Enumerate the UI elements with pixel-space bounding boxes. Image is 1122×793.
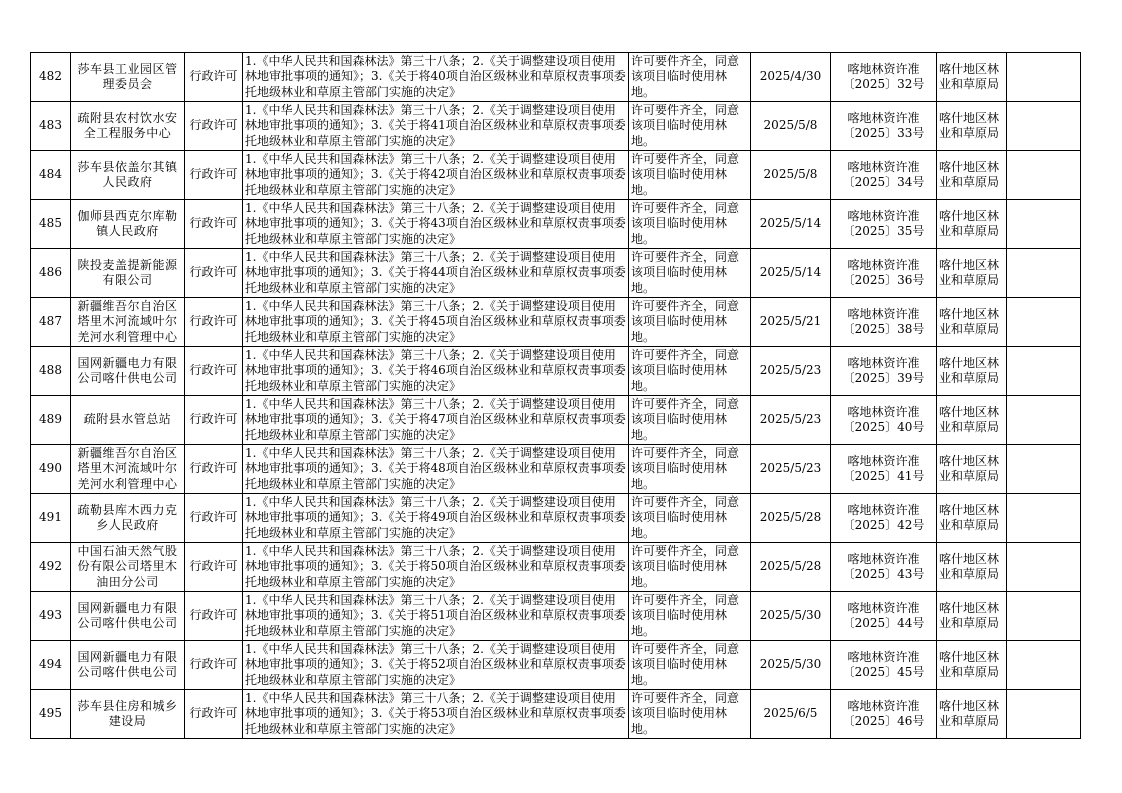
table-row [31,641,1081,690]
decision-date: 2025/5/14 [751,249,831,298]
remarks-cell [1007,298,1081,347]
remarks-cell [1007,690,1081,739]
applicant-name: 莎车县住房和城乡建设局 [71,690,185,739]
table-row [31,592,1081,641]
table-row [31,347,1081,396]
record-number: 490 [31,445,71,494]
applicant-name: 中国石油天然气股份有限公司塔里木油田分公司 [71,543,185,592]
decision-result: 许可要件齐全，同意该项目临时使用林地。 [629,53,751,102]
document-number: 喀地林资许准〔2025〕42号 [831,494,937,543]
permit-type: 行政许可 [185,151,243,200]
table-row [31,102,1081,151]
decision-date: 2025/5/23 [751,347,831,396]
document-number: 喀地林资许准〔2025〕35号 [831,200,937,249]
document-number: 喀地林资许准〔2025〕41号 [831,445,937,494]
record-number: 487 [31,298,71,347]
table-row [31,543,1081,592]
remarks-cell [1007,445,1081,494]
legal-basis: 1.《中华人民共和国森林法》第三十八条；2.《关于调整建设项目使用林地审批事项的通知》；3.《关于将42项自治区级林业和草原权责事项委托地级林业和草原主管部门实施的决定》 [243,151,629,200]
legal-basis: 1.《中华人民共和国森林法》第三十八条；2.《关于调整建设项目使用林地审批事项的通知》；3.《关于将51项自治区级林业和草原权责事项委托地级林业和草原主管部门实施的决定》 [243,592,629,641]
applicant-name: 新疆维吾尔自治区塔里木河流域叶尔羌河水利管理中心 [71,445,185,494]
table-row [31,494,1081,543]
table-row [31,53,1081,102]
record-number: 492 [31,543,71,592]
table-row [31,151,1081,200]
issuing-authority: 喀什地区林业和草原局 [937,298,1007,347]
remarks-cell [1007,347,1081,396]
decision-date: 2025/5/8 [751,102,831,151]
applicant-name: 疏勒县库木西力克乡人民政府 [71,494,185,543]
permit-type: 行政许可 [185,298,243,347]
record-number: 484 [31,151,71,200]
decision-result: 许可要件齐全，同意该项目临时使用林地。 [629,151,751,200]
issuing-authority: 喀什地区林业和草原局 [937,494,1007,543]
issuing-authority: 喀什地区林业和草原局 [937,445,1007,494]
legal-basis: 1.《中华人民共和国森林法》第三十八条；2.《关于调整建设项目使用林地审批事项的通知》；3.《关于将48项自治区级林业和草原权责事项委托地级林业和草原主管部门实施的决定》 [243,445,629,494]
legal-basis: 1.《中华人民共和国森林法》第三十八条；2.《关于调整建设项目使用林地审批事项的通知》；3.《关于将41项自治区级林业和草原权责事项委托地级林业和草原主管部门实施的决定》 [243,102,629,151]
issuing-authority: 喀什地区林业和草原局 [937,200,1007,249]
decision-result: 许可要件齐全，同意该项目临时使用林地。 [629,396,751,445]
applicant-name: 莎车县工业园区管理委员会 [71,53,185,102]
document-number: 喀地林资许准〔2025〕33号 [831,102,937,151]
decision-date: 2025/5/23 [751,396,831,445]
decision-date: 2025/5/8 [751,151,831,200]
permit-table-body [31,53,1081,739]
remarks-cell [1007,200,1081,249]
legal-basis: 1.《中华人民共和国森林法》第三十八条；2.《关于调整建设项目使用林地审批事项的通知》；3.《关于将40项自治区级林业和草原权责事项委托地级林业和草原主管部门实施的决定》 [243,53,629,102]
decision-result: 许可要件齐全，同意该项目临时使用林地。 [629,200,751,249]
issuing-authority: 喀什地区林业和草原局 [937,53,1007,102]
remarks-cell [1007,396,1081,445]
issuing-authority: 喀什地区林业和草原局 [937,151,1007,200]
decision-result: 许可要件齐全，同意该项目临时使用林地。 [629,543,751,592]
applicant-name: 国网新疆电力有限公司喀什供电公司 [71,592,185,641]
decision-date: 2025/6/5 [751,690,831,739]
applicant-name: 陕投麦盖提新能源有限公司 [71,249,185,298]
permit-type: 行政许可 [185,200,243,249]
applicant-name: 莎车县依盖尔其镇人民政府 [71,151,185,200]
applicant-name: 国网新疆电力有限公司喀什供电公司 [71,641,185,690]
document-number: 喀地林资许准〔2025〕45号 [831,641,937,690]
decision-date: 2025/5/30 [751,592,831,641]
legal-basis: 1.《中华人民共和国森林法》第三十八条；2.《关于调整建设项目使用林地审批事项的通知》；3.《关于将45项自治区级林业和草原权责事项委托地级林业和草原主管部门实施的决定》 [243,298,629,347]
record-number: 486 [31,249,71,298]
remarks-cell [1007,53,1081,102]
issuing-authority: 喀什地区林业和草原局 [937,690,1007,739]
record-number: 482 [31,53,71,102]
legal-basis: 1.《中华人民共和国森林法》第三十八条；2.《关于调整建设项目使用林地审批事项的通知》；3.《关于将49项自治区级林业和草原权责事项委托地级林业和草原主管部门实施的决定》 [243,494,629,543]
legal-basis: 1.《中华人民共和国森林法》第三十八条；2.《关于调整建设项目使用林地审批事项的通知》；3.《关于将43项自治区级林业和草原权责事项委托地级林业和草原主管部门实施的决定》 [243,200,629,249]
legal-basis: 1.《中华人民共和国森林法》第三十八条；2.《关于调整建设项目使用林地审批事项的通知》；3.《关于将44项自治区级林业和草原权责事项委托地级林业和草原主管部门实施的决定》 [243,249,629,298]
legal-basis: 1.《中华人民共和国森林法》第三十八条；2.《关于调整建设项目使用林地审批事项的通知》；3.《关于将47项自治区级林业和草原权责事项委托地级林业和草原主管部门实施的决定》 [243,396,629,445]
legal-basis: 1.《中华人民共和国森林法》第三十八条；2.《关于调整建设项目使用林地审批事项的通知》；3.《关于将50项自治区级林业和草原权责事项委托地级林业和草原主管部门实施的决定》 [243,543,629,592]
document-number: 喀地林资许准〔2025〕46号 [831,690,937,739]
document-number: 喀地林资许准〔2025〕44号 [831,592,937,641]
record-number: 485 [31,200,71,249]
record-number: 491 [31,494,71,543]
remarks-cell [1007,641,1081,690]
record-number: 483 [31,102,71,151]
permit-type: 行政许可 [185,347,243,396]
permit-type: 行政许可 [185,396,243,445]
permit-type: 行政许可 [185,543,243,592]
legal-basis: 1.《中华人民共和国森林法》第三十八条；2.《关于调整建设项目使用林地审批事项的通知》；3.《关于将52项自治区级林业和草原权责事项委托地级林业和草原主管部门实施的决定》 [243,641,629,690]
decision-result: 许可要件齐全，同意该项目临时使用林地。 [629,592,751,641]
table-row [31,690,1081,739]
applicant-name: 疏附县农村饮水安全工程服务中心 [71,102,185,151]
document-number: 喀地林资许准〔2025〕40号 [831,396,937,445]
remarks-cell [1007,494,1081,543]
permit-type: 行政许可 [185,249,243,298]
decision-date: 2025/5/14 [751,200,831,249]
decision-result: 许可要件齐全，同意该项目临时使用林地。 [629,690,751,739]
applicant-name: 国网新疆电力有限公司喀什供电公司 [71,347,185,396]
document-number: 喀地林资许准〔2025〕39号 [831,347,937,396]
table-row [31,396,1081,445]
table-row [31,298,1081,347]
document-number: 喀地林资许准〔2025〕43号 [831,543,937,592]
remarks-cell [1007,543,1081,592]
permit-type: 行政许可 [185,641,243,690]
remarks-cell [1007,102,1081,151]
issuing-authority: 喀什地区林业和草原局 [937,592,1007,641]
record-number: 493 [31,592,71,641]
issuing-authority: 喀什地区林业和草原局 [937,102,1007,151]
legal-basis: 1.《中华人民共和国森林法》第三十八条；2.《关于调整建设项目使用林地审批事项的通知》；3.《关于将53项自治区级林业和草原权责事项委托地级林业和草原主管部门实施的决定》 [243,690,629,739]
permit-type: 行政许可 [185,690,243,739]
issuing-authority: 喀什地区林业和草原局 [937,396,1007,445]
table-row [31,445,1081,494]
issuing-authority: 喀什地区林业和草原局 [937,641,1007,690]
decision-result: 许可要件齐全，同意该项目临时使用林地。 [629,249,751,298]
decision-result: 许可要件齐全，同意该项目临时使用林地。 [629,347,751,396]
decision-date: 2025/5/28 [751,494,831,543]
permit-type: 行政许可 [185,445,243,494]
applicant-name: 伽师县西克尔库勒镇人民政府 [71,200,185,249]
table-row [31,249,1081,298]
decision-date: 2025/5/23 [751,445,831,494]
decision-result: 许可要件齐全，同意该项目临时使用林地。 [629,445,751,494]
document-number: 喀地林资许准〔2025〕36号 [831,249,937,298]
record-number: 488 [31,347,71,396]
applicant-name: 疏附县水管总站 [71,396,185,445]
document-number: 喀地林资许准〔2025〕38号 [831,298,937,347]
permit-table [30,52,1081,739]
remarks-cell [1007,151,1081,200]
permit-type: 行政许可 [185,102,243,151]
record-number: 495 [31,690,71,739]
issuing-authority: 喀什地区林业和草原局 [937,347,1007,396]
decision-date: 2025/4/30 [751,53,831,102]
decision-date: 2025/5/21 [751,298,831,347]
decision-date: 2025/5/30 [751,641,831,690]
issuing-authority: 喀什地区林业和草原局 [937,249,1007,298]
applicant-name: 新疆维吾尔自治区塔里木河流域叶尔羌河水利管理中心 [71,298,185,347]
remarks-cell [1007,249,1081,298]
decision-result: 许可要件齐全，同意该项目临时使用林地。 [629,494,751,543]
record-number: 494 [31,641,71,690]
permit-type: 行政许可 [185,53,243,102]
record-number: 489 [31,396,71,445]
document-number: 喀地林资许准〔2025〕34号 [831,151,937,200]
permit-type: 行政许可 [185,592,243,641]
decision-result: 许可要件齐全，同意该项目临时使用林地。 [629,102,751,151]
decision-result: 许可要件齐全，同意该项目临时使用林地。 [629,298,751,347]
remarks-cell [1007,592,1081,641]
issuing-authority: 喀什地区林业和草原局 [937,543,1007,592]
decision-result: 许可要件齐全，同意该项目临时使用林地。 [629,641,751,690]
permit-type: 行政许可 [185,494,243,543]
table-row [31,200,1081,249]
legal-basis: 1.《中华人民共和国森林法》第三十八条；2.《关于调整建设项目使用林地审批事项的通知》；3.《关于将46项自治区级林业和草原权责事项委托地级林业和草原主管部门实施的决定》 [243,347,629,396]
document-number: 喀地林资许准〔2025〕32号 [831,53,937,102]
decision-date: 2025/5/28 [751,543,831,592]
